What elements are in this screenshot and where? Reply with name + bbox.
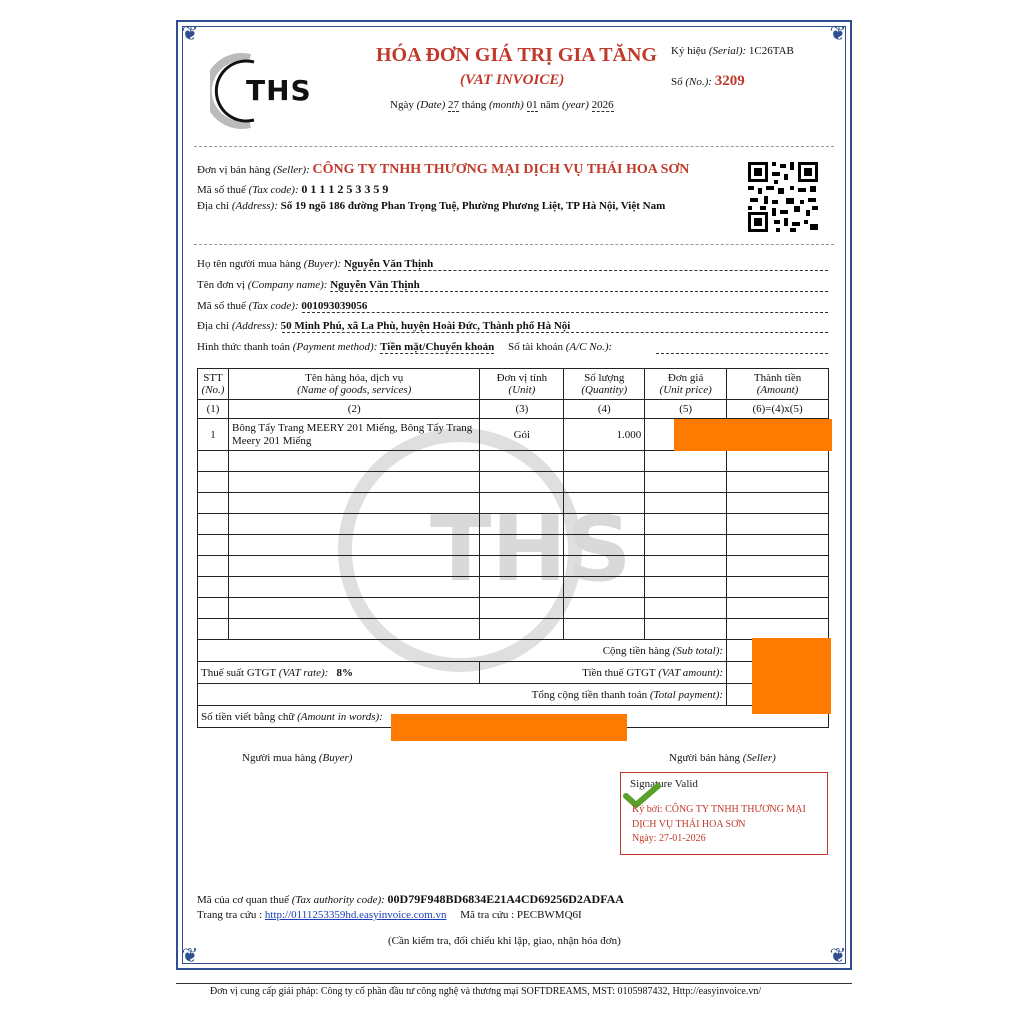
seller-signature-label: Người bán hàng (Seller) — [669, 752, 776, 764]
header-cell: Số lượng (Quantity) — [564, 369, 645, 400]
vat-row — [198, 662, 829, 684]
serial-number: Ký hiệu (Serial): 1C26TAB — [671, 45, 794, 57]
payment-method: Tiền mặt/Chuyển khoản — [380, 341, 495, 353]
company-logo — [210, 52, 330, 130]
qr-code — [746, 160, 820, 234]
table-row — [198, 493, 829, 514]
table-row — [198, 619, 829, 640]
column-number: (1) — [198, 400, 229, 419]
item-name: Bông Tẩy Trang MEERY 201 Miếng, Bông Tẩy Trang Meery 201 Miếng — [228, 419, 479, 451]
table-row — [198, 556, 829, 577]
table-row — [198, 472, 829, 493]
column-number: (3) — [480, 400, 564, 419]
buyer-tax-row: Mã số thuế (Tax code): 001093039056 — [197, 300, 368, 312]
logo-text: THS — [246, 74, 312, 107]
subtotal-row — [198, 640, 829, 662]
seller-divider — [194, 244, 834, 245]
vat-amount-label: Tiền thuế GTGT (VAT amount): — [480, 662, 727, 684]
buyer-tax-code: 001093039056 — [301, 300, 368, 312]
header-cell: Thành tiền (Amount) — [727, 369, 829, 400]
corner-ornament-icon: ❦ — [181, 23, 199, 45]
lookup-row: Trang tra cứu : http://0111253359hd.easyinvoice.com.vn Mã tra cứu : PECBWMQ6I — [197, 909, 582, 921]
corner-ornament-icon: ❦ — [829, 945, 847, 967]
buyer-company-row: Tên đơn vị (Company name): Nguyễn Văn Thịnh — [197, 279, 420, 291]
digital-signature-box — [620, 772, 828, 855]
redacted-totals — [752, 638, 831, 714]
seller-address-row: Địa chỉ (Address): Số 19 ngõ 186 đường Phan Trọng Tuệ, Phường Phương Liệt, TP Hà Nội, Việt Nam — [197, 200, 666, 212]
subtotal-label: Cộng tiền hàng (Sub total): — [198, 640, 727, 662]
payment-row: Hình thức thanh toán (Payment method): Tiền mặt/Chuyển khoản Số tài khoản (A/C No.): — [197, 341, 613, 353]
buyer-tax-line — [302, 312, 828, 313]
signature-valid: Signature Valid — [630, 778, 698, 790]
total-label: Tổng cộng tiền thanh toán (Total payment): — [198, 684, 727, 706]
buyer-name: Nguyễn Văn Thịnh — [343, 258, 434, 270]
seller-name: CÔNG TY TNHH THƯƠNG MẠI DỊCH VỤ THÁI HOA SƠN — [312, 162, 690, 177]
total-row — [198, 684, 829, 706]
table-header-row — [198, 369, 829, 400]
table-row — [198, 451, 829, 472]
invoice-date: Ngày (Date) 27 tháng (month) 01 năm (year) 2026 — [390, 99, 614, 111]
signature-date: Ngày: 27-01-2026 — [632, 833, 706, 844]
item-unit: Gói — [480, 419, 564, 451]
header-divider — [194, 146, 834, 147]
seller-tax-row: Mã số thuế (Tax code): 0 1 1 1 2 5 3 3 5 9 — [197, 182, 389, 196]
footer-divider — [176, 983, 852, 984]
buyer-address-line — [282, 332, 828, 333]
authority-code: 00D79F948BD6834E21A4CD69256D2ADFAA — [387, 892, 624, 906]
buyer-company: Nguyễn Văn Thịnh — [330, 279, 420, 291]
corner-ornament-icon: ❦ — [829, 23, 847, 45]
redacted-amount — [674, 419, 832, 451]
item-quantity: 1.000 — [564, 419, 645, 451]
header-cell: Đơn vị tính (Unit) — [480, 369, 564, 400]
vat-rate: Thuế suất GTGT (VAT rate): 8% — [198, 662, 480, 684]
amount-in-words: Số tiền viết bằng chữ (Amount in words): — [198, 706, 829, 728]
redacted-words — [391, 714, 627, 741]
table-row — [198, 577, 829, 598]
column-number: (2) — [228, 400, 479, 419]
buyer-company-line — [330, 291, 828, 292]
lookup-link[interactable]: http://0111253359hd.easyinvoice.com.vn — [264, 909, 447, 921]
buyer-address: 50 Minh Phú, xã La Phù, huyện Hoài Đức, Thành phố Hà Nội — [280, 320, 571, 332]
provider-footer: Đơn vị cung cấp giải pháp: Công ty cổ phần đầu tư công nghệ và thương mại SOFTDREAMS, MST: 0105987432, Http://easyinvoice.vn/ — [210, 986, 762, 997]
authority-code-row: Mã của cơ quan thuế (Tax authority code): 00D79F948BD6834E21A4CD69256D2ADFAA — [197, 892, 624, 906]
buyer-name-row: Họ tên người mua hàng (Buyer): Nguyễn Văn Thịnh — [197, 258, 434, 270]
signed-by: Ký bởi: CÔNG TY TNHH THƯƠNG MẠI DỊCH VỤ THÁI HOA SƠN — [632, 804, 806, 830]
lookup-code: PECBWMQ6I — [516, 909, 582, 921]
buyer-address-row: Địa chỉ (Address): 50 Minh Phú, xã La Phù, huyện Hoài Đức, Thành phố Hà Nội — [197, 320, 571, 332]
header-cell: Tên hàng hóa, dịch vụ (Name of goods, services) — [228, 369, 479, 400]
account-number-line — [656, 353, 828, 354]
column-number: (4) — [564, 400, 645, 419]
item-no: 1 — [198, 419, 229, 451]
column-number: (6)=(4)x(5) — [727, 400, 829, 419]
header-cell: Đơn giá (Unit price) — [645, 369, 727, 400]
column-number-row — [198, 400, 829, 419]
table-row — [198, 514, 829, 535]
invoice-number: Số (No.): 3209 — [671, 73, 745, 89]
buyer-name-line — [348, 270, 828, 271]
column-number: (5) — [645, 400, 727, 419]
table-row — [198, 598, 829, 619]
seller-tax-code: 0 1 1 1 2 5 3 3 5 9 — [301, 182, 389, 196]
invoice-subtitle: (VAT INVOICE) — [460, 72, 565, 88]
watermark-text: THS — [430, 497, 632, 602]
seller-name-row: Đơn vị bán hàng (Seller): CÔNG TY TNHH THƯƠNG MẠI DỊCH VỤ THÁI HOA SƠN — [197, 162, 690, 177]
corner-ornament-icon: ❦ — [181, 945, 199, 967]
verification-note: (Cần kiểm tra, đối chiếu khi lập, giao, nhận hóa đơn) — [388, 935, 621, 947]
buyer-signature-label: Người mua hàng (Buyer) — [242, 752, 353, 764]
table-row — [198, 535, 829, 556]
header-cell: STT (No.) — [198, 369, 229, 400]
seller-address: Số 19 ngõ 186 đường Phan Trọng Tuệ, Phường Phương Liệt, TP Hà Nội, Việt Nam — [280, 200, 666, 212]
invoice-title: HÓA ĐƠN GIÁ TRỊ GIA TĂNG — [376, 44, 657, 66]
